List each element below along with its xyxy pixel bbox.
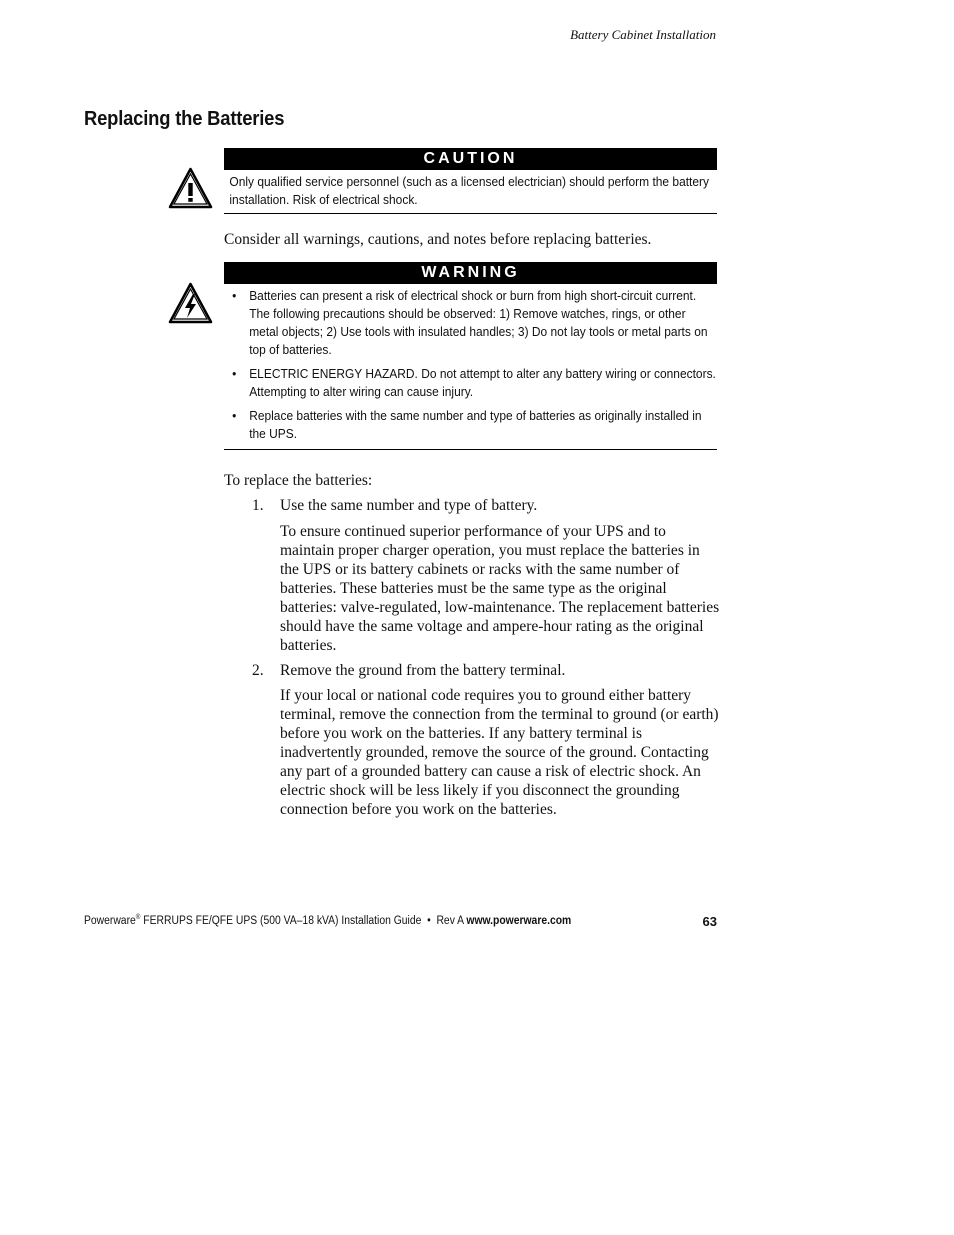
footer-url[interactable]: www.powerware.com: [466, 914, 572, 927]
step-detail: If your local or national code requires you to ground either battery terminal, remove the connection from the terminal to ground (or earth) before you work on the batteries. If any battery terminal is inadvertently grounded, remove the source of the ground. Contacting any part of a grounded battery can cause a risk of electric shock. An electric shock will be less likely if you disconnect the grounding connection before you work on the batteries.: [280, 687, 719, 818]
warning-list: [229, 287, 717, 443]
warning-notice: [224, 262, 717, 450]
footer-citation: [84, 914, 571, 927]
page-number: 63: [702, 914, 717, 929]
step-text: Remove the ground from the battery terminal.: [280, 662, 566, 679]
page-title: Replacing the Batteries: [84, 108, 285, 130]
step-text: Use the same number and type of battery.: [280, 497, 538, 514]
exclamation-triangle-icon: [168, 167, 213, 209]
step-number: 2.: [252, 662, 264, 679]
page-footer: [84, 914, 717, 927]
warning-label: WARNING: [224, 262, 717, 284]
steps-intro: To replace the batteries:: [224, 472, 373, 489]
caution-text: Only qualified service personnel (such as a licensed electrician) should perform the battery installation. Risk of electrical shock.: [229, 174, 710, 207]
running-header: Battery Cabinet Installation: [570, 27, 716, 42]
footer-guide-title: FERRUPS FE/QFE UPS (500 VA–18 kVA) Installation Guide • Rev A: [140, 914, 467, 927]
step-detail: To ensure continued superior performance of your UPS and to maintain proper charger operation, you must replace the batteries in the UPS or its battery cabinets or racks with the same number of batteries. These batteries must be the same type as the original batteries: valve-regulated, low-maintenance. The replacement batteries should have the same voltage and ampere-hour rating as the original batteries.: [280, 523, 720, 654]
lightning-triangle-icon: [168, 282, 213, 324]
caution-label: CAUTION: [224, 148, 717, 170]
warning-item: • ELECTRIC ENERGY HAZARD. Do not attempt to alter any battery wiring or connectors. Attempting to alter wiring can cause injury.: [229, 365, 717, 401]
caution-notice: [224, 148, 717, 214]
intro-paragraph: Consider all warnings, cautions, and notes before replacing batteries.: [224, 231, 652, 248]
warning-item: • Batteries can present a risk of electrical shock or burn from high short-circuit current. The following precautions should be observed: 1) Remove watches, rings, or other metal objects; 2) Use tools with insulated handles; 3) Do not lay tools or metal parts on top of batteries.: [229, 287, 717, 359]
footer-registered-mark: ®: [135, 914, 141, 921]
step-number: 1.: [252, 497, 264, 514]
warning-item: • Replace batteries with the same number and type of batteries as originally installed in the UPS.: [229, 407, 717, 443]
warning-body: [224, 284, 723, 449]
footer-brand: Powerware: [84, 914, 136, 927]
